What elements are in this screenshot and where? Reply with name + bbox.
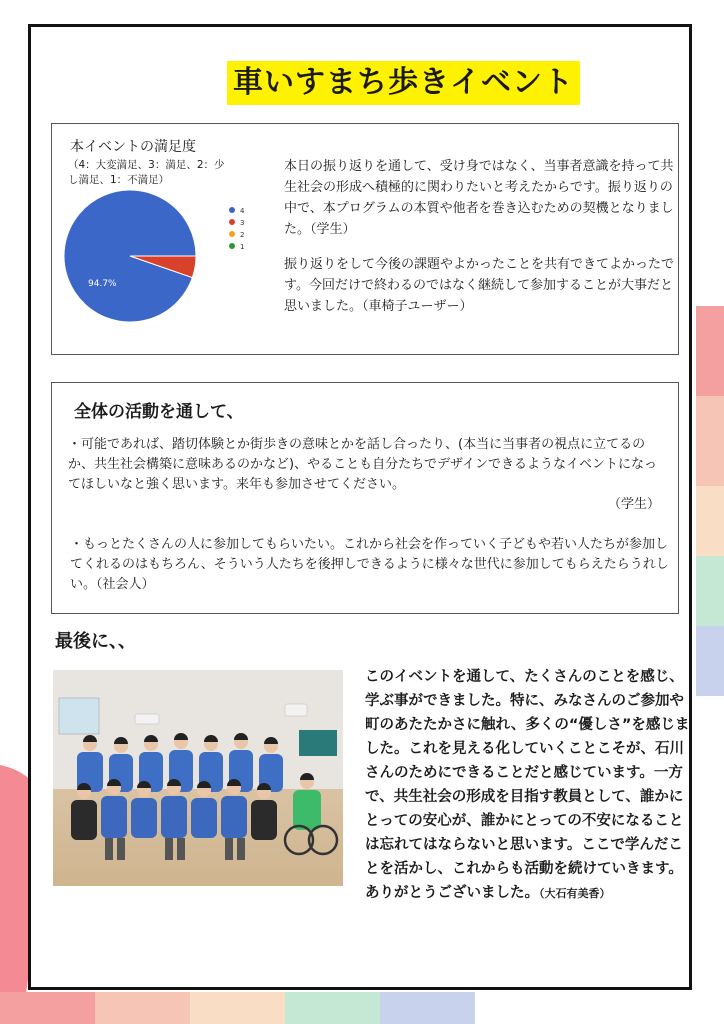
overall-comment-2: ・もっとたくさんの人に参加してもらいたい。これから社会を作っていく子どもや若い人たちが参加してくれるのはもちろん、そういう人たちを後押しできるように様々な世代に参加してもらえたらうれしい。（社会人） (70, 537, 669, 592)
page-frame (28, 24, 692, 990)
legend-marker-3 (229, 219, 235, 225)
decor-strip-right-4 (696, 556, 724, 626)
decor-strip-bottom-2 (95, 992, 190, 1024)
satisfaction-section (51, 123, 679, 355)
decor-strip-right-1 (696, 306, 724, 396)
overall-comment-1-text: ・可能であれば、踏切体験とか街歩きの意味とかを話し合ったり、(本当に当事者の視点に立てるのか、共生社会構築に意味あるのかなど)、やることも自分たちでデザインできるようなイベントになってほしいなと強く思います。来年も参加させてください。 (68, 437, 658, 492)
decor-strip-bottom-4 (285, 992, 380, 1024)
legend-marker-2 (229, 231, 235, 237)
decor-strip-right-5 (696, 626, 724, 696)
final-message-text: このイベントを通して、たくさんのことを感じ、学ぶ事ができました。特に、みなさんのご参加や町のあたたかさに触れ、多くの“優しさ”を感じました。これを見える化していくことこそが、石川さんのためにできることだと感じています。一方で、共生社会の形成を目指す教員として、誰かにとっての安心が、誰かにとっての不安になることは忘れてはならないと思います。ここで学んだことを活かし、これからも活動を続けていきます。ありがとうございました。 (365, 669, 690, 901)
decor-strip-bottom-3 (190, 992, 285, 1024)
decor-strip-right-3 (696, 486, 724, 556)
decor-strip-right-2 (696, 396, 724, 486)
satisfaction-comment-2: 振り返りをして今後の課題やよかったことを共有できてよかったです。今回だけで終わるのではなく継続して参加することが大事だと思いました。（車椅子ユーザー） (284, 257, 675, 314)
legend-marker-1 (229, 243, 235, 249)
chart-scale-note: （4：大変満足、3：満足、2：少し満足、1：不満足） (68, 159, 225, 186)
final-message (365, 665, 695, 906)
legend-label-2: 2 (240, 231, 245, 239)
overall-comment-1 (68, 435, 668, 515)
satisfaction-comments (284, 156, 674, 331)
final-signature: （大石有美香） (539, 887, 611, 900)
legend-label-3: 3 (240, 219, 245, 227)
satisfaction-comment-1: 本日の振り返りを通して、受け身ではなく、当事者意識を持って共生社会の形成へ積極的に関わりたいと考えたからです。振り返りの中で、本プログラムの本質や他者を巻き込むための契機となりました。（学生） (284, 159, 674, 237)
decor-strip-bottom-1 (0, 992, 95, 1024)
legend-label-1: 1 (240, 243, 245, 251)
pie-data-label: 94.7% (88, 279, 117, 289)
group-photo (53, 670, 343, 886)
decor-strip-bottom-5 (380, 992, 475, 1024)
final-heading: 最後に、、 (55, 631, 136, 652)
legend-marker-4 (229, 207, 235, 213)
group-photo-illustration (53, 670, 343, 886)
overall-section (51, 382, 679, 614)
overall-heading: 全体の活動を通して、 (74, 402, 244, 422)
overall-comment-1-author: （学生） (607, 497, 660, 512)
chart-title: 本イベントの満足度 (70, 139, 196, 155)
page-title: 車いすまち歩きイベント (227, 61, 580, 105)
legend-label-4: 4 (240, 207, 245, 215)
satisfaction-pie-chart (62, 190, 272, 340)
